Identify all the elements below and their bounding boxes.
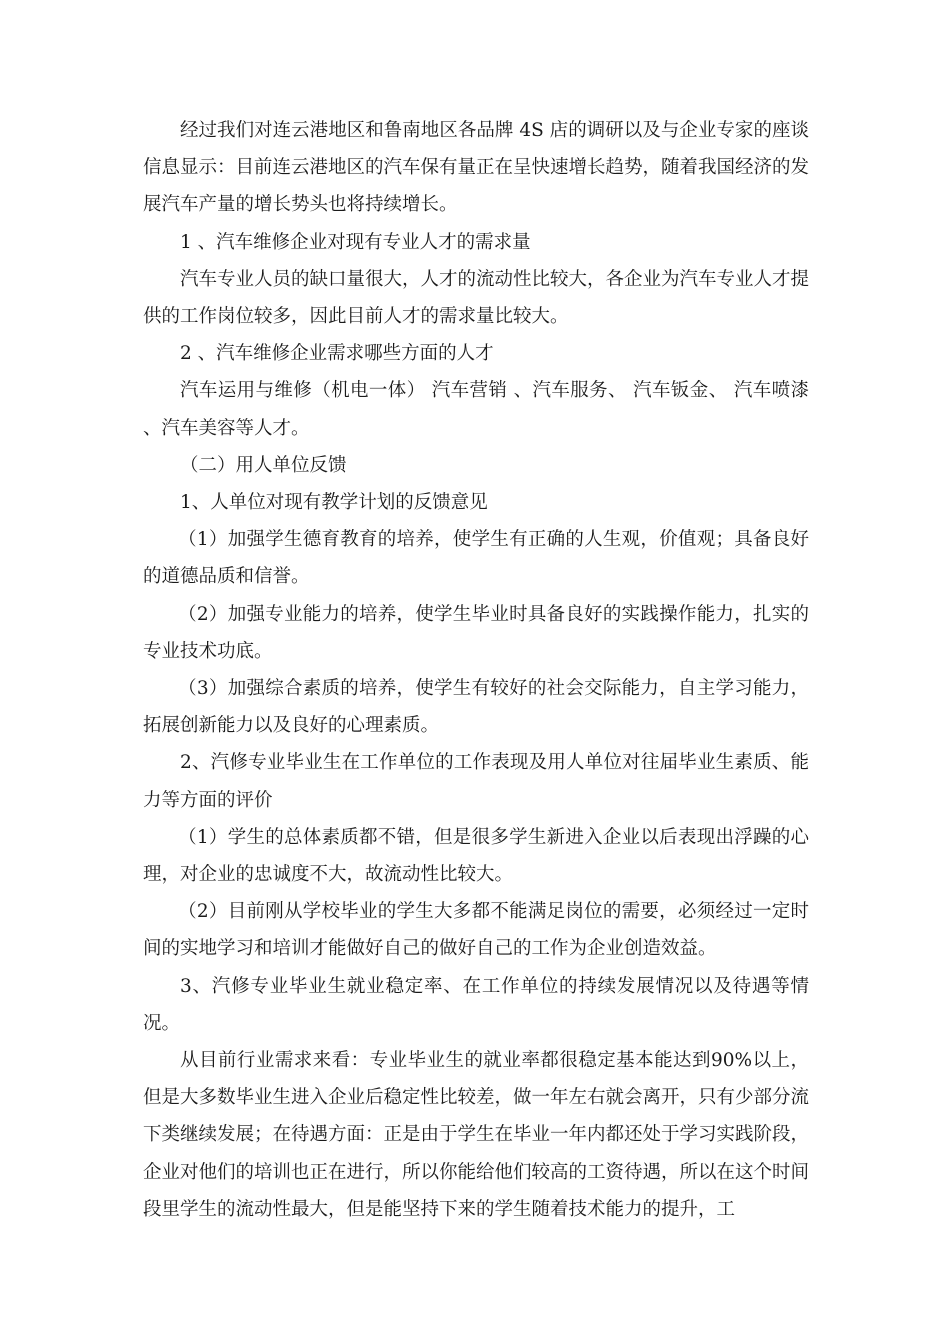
heading-talent-demand-volume: 1 、汽车维修企业对现有专业人才的需求量 bbox=[180, 231, 531, 253]
list-item-professional-ability: （2）加强专业能力的培养，使学生毕业时具备良好的实践操作能力，扎实的专业技术功底。 bbox=[143, 603, 809, 662]
list-item-overall-quality: （3）加强综合素质的培养，使学生有较好的社会交际能力，自主学习能力，拓展创新能力以及良好的心理素质。 bbox=[143, 678, 809, 737]
list-item-overall-attitude: （1）学生的总体素质都不错，但是很多学生新进入企业以后表现出浮躁的心理，对企业的忠诚度不大，故流动性比较大。 bbox=[143, 826, 809, 886]
heading-teaching-plan-feedback: 1、人单位对现有教学计划的反馈意见 bbox=[180, 492, 488, 514]
paragraph-talent-demand-volume: 汽车专业人员的缺口量很大，人才的流动性比较大，各企业为汽车专业人才提供的工作岗位较多，因此目前人才的需求量比较大。 bbox=[143, 268, 810, 328]
paragraph-survey-intro: 经过我们对连云港地区和鲁南地区各品牌 4S 店的调研以及与企业专家的座谈信息显示：目前连云港地区的汽车保有量正在呈快速增长趋势，随着我国经济的发展汽车产量的增长势头也将持续增长。 bbox=[143, 120, 810, 216]
paragraph-employment-stability: 从目前行业需求来看：专业毕业生的就业率都很稳定基本能达到90%以上，但是大多数毕业生进入企业后稳定性比较差，做一年左右就会离开，只有少部分流下类继续发展；在待遇方面：正是由于学生在毕业一年内都还处于学习实践阶段，企业对他们的培训也正在进行，所以你能给他们较高的工资待遇，所以在这个时间段里学生的流动性最大，但是能坚持下来的学生随着技术能力的提升，工 bbox=[143, 1050, 810, 1220]
heading-graduate-performance: 2、汽修专业毕业生在工作单位的工作表现及用人单位对往届毕业生素质、能力等方面的评价 bbox=[143, 752, 809, 811]
paragraph-talent-types: 汽车运用与维修（机电一体） 汽车营销 、汽车服务、 汽车钣金、 汽车喷漆 、汽车美容等人才。 bbox=[143, 380, 809, 439]
heading-employer-feedback: （二）用人单位反馈 bbox=[180, 454, 347, 476]
list-item-moral-education: （1）加强学生德育教育的培养，使学生有正确的人生观，价值观；具备良好的道德品质和信誉。 bbox=[143, 529, 809, 588]
heading-employment-stability: 3、汽修专业毕业生就业稳定率、在工作单位的持续发展情况以及待遇等情况。 bbox=[143, 975, 809, 1034]
heading-talent-types: 2 、汽车维修企业需求哪些方面的人才 bbox=[180, 343, 494, 365]
document-body bbox=[143, 112, 809, 1228]
list-item-job-readiness: （2）目前刚从学校毕业的学生大多都不能满足岗位的需要，必须经过一定时间的实地学习和培训才能做好自己的做好自己的工作为企业创造效益。 bbox=[143, 901, 809, 960]
